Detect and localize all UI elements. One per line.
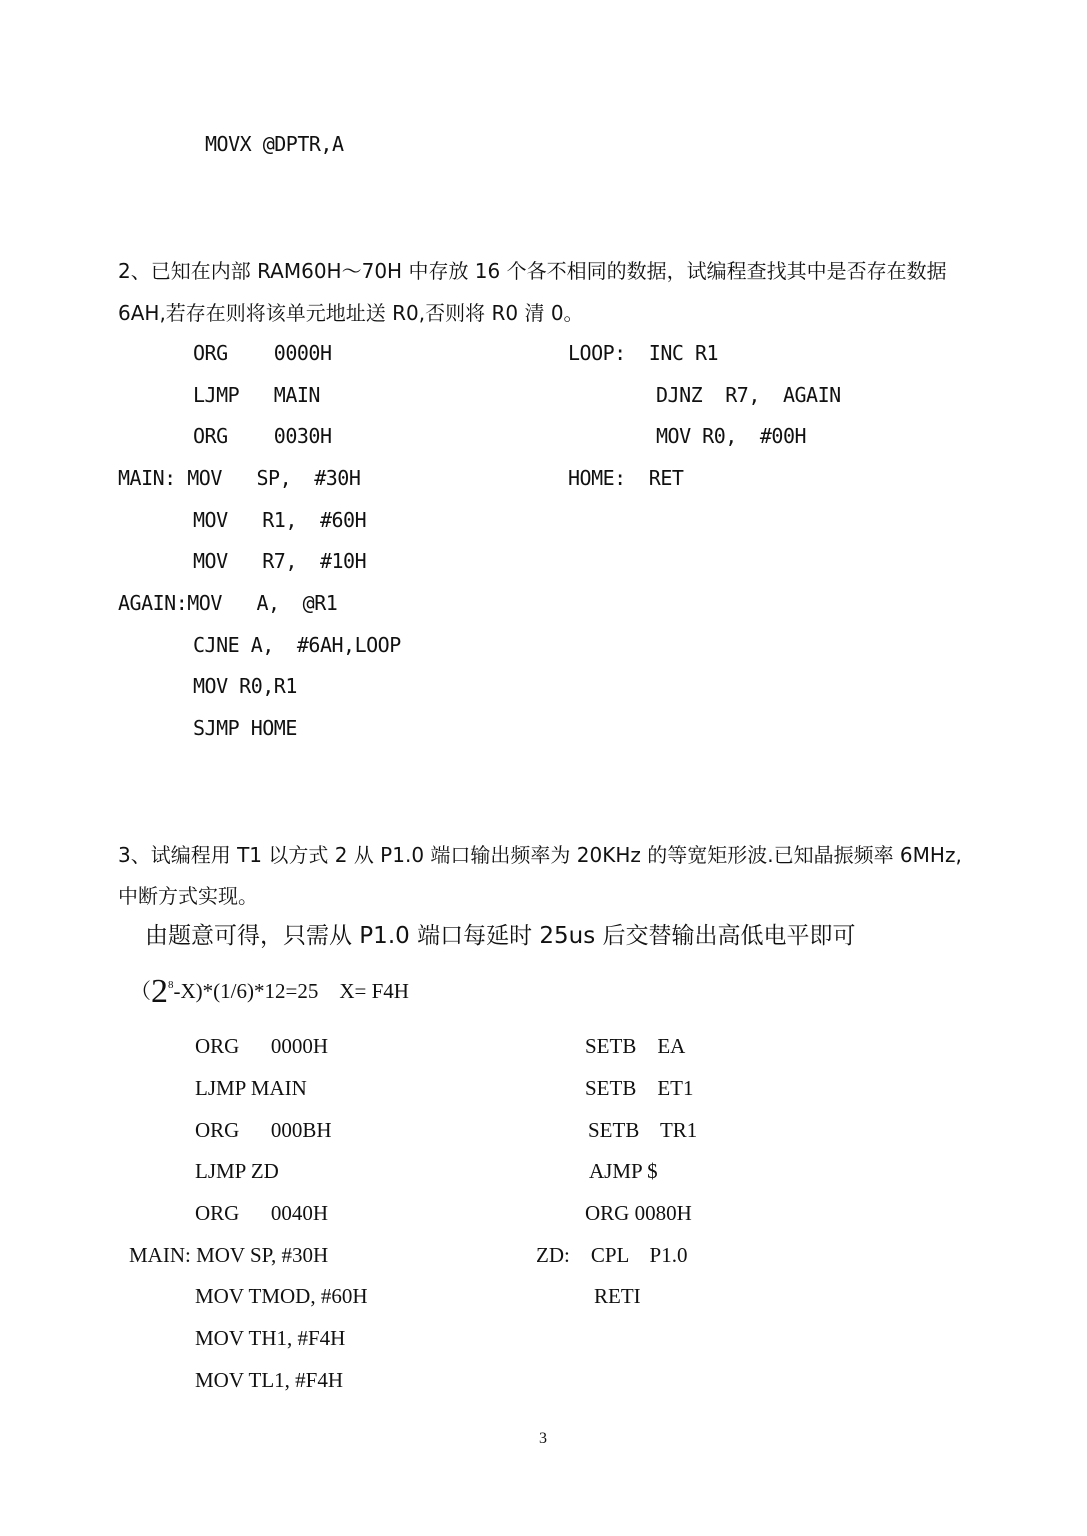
formula-base: 2 bbox=[151, 973, 168, 1010]
code-line: SJMP HOME bbox=[193, 716, 297, 740]
formula-exponent: 8 bbox=[168, 979, 174, 991]
code-line: CJNE A, #6AH,LOOP bbox=[193, 633, 401, 657]
solution-note: 由题意可得，只需从 P1.0 端口每延时 25us 后交替输出高低电平即可 bbox=[145, 923, 856, 949]
code-line: MAIN: MOV SP, #30H bbox=[129, 1243, 329, 1267]
code-line: MAIN: MOV SP, #30H bbox=[118, 466, 361, 490]
code-line: ORG 0080H bbox=[585, 1201, 692, 1225]
code-line: LJMP ZD bbox=[195, 1159, 279, 1183]
code-line: MOV TH1, #F4H bbox=[195, 1326, 346, 1350]
code-line: MOV TL1, #F4H bbox=[195, 1368, 343, 1392]
code-line: ORG 0000H bbox=[193, 341, 332, 365]
code-line: MOV R0,R1 bbox=[193, 674, 297, 698]
code-line: LJMP MAIN bbox=[193, 383, 320, 407]
page-number: 3 bbox=[539, 1430, 547, 1447]
code-line: LJMP MAIN bbox=[195, 1076, 307, 1100]
code-line: MOV R0, #00H bbox=[656, 424, 807, 448]
code-line: MOV R7, #10H bbox=[193, 549, 367, 573]
code-line: SETB EA bbox=[585, 1034, 686, 1058]
code-line: ZD: CPL P1.0 bbox=[536, 1243, 688, 1267]
formula-rest: -X)*(1/6)*12=25 X= F4H bbox=[173, 979, 409, 1003]
code-line: ORG 0040H bbox=[195, 1201, 329, 1225]
code-line: AGAIN:MOV A, @R1 bbox=[118, 591, 338, 615]
code-line: LOOP: INC R1 bbox=[568, 341, 719, 365]
code-line: ORG 0000H bbox=[195, 1034, 329, 1058]
question-2-line-1: 2、已知在内部 RAM60H～70H 中存放 16 个各不相同的数据，试编程查找其中是否存在数据 bbox=[118, 259, 947, 283]
code-line: DJNZ R7, AGAIN bbox=[656, 383, 841, 407]
question-3-line-1: 3、试编程用 T1 以方式 2 从 P1.0 端口输出频率为 20KHz 的等宽矩形波.已知晶振频率 6MHz, bbox=[118, 843, 962, 867]
code-line: ORG 000BH bbox=[195, 1118, 332, 1142]
question-2-line-2: 6AH,若存在则将该单元地址送 R0,否则将 R0 清 0。 bbox=[118, 301, 584, 325]
code-line: MOV R1, #60H bbox=[193, 508, 367, 532]
code-line: RETI bbox=[594, 1284, 641, 1308]
formula-open-paren: （ bbox=[130, 979, 151, 1003]
code-line: AJMP $ bbox=[589, 1159, 658, 1183]
code-line: ORG 0030H bbox=[193, 424, 332, 448]
code-line: SETB ET1 bbox=[585, 1076, 694, 1100]
question-3-line-2: 中断方式实现。 bbox=[118, 884, 258, 908]
formula bbox=[130, 968, 409, 1009]
code-line: SETB TR1 bbox=[588, 1118, 698, 1142]
code-line: HOME: RET bbox=[568, 466, 684, 490]
code-line: MOV TMOD, #60H bbox=[195, 1284, 368, 1308]
code-line: MOVX @DPTR,A bbox=[205, 132, 344, 156]
